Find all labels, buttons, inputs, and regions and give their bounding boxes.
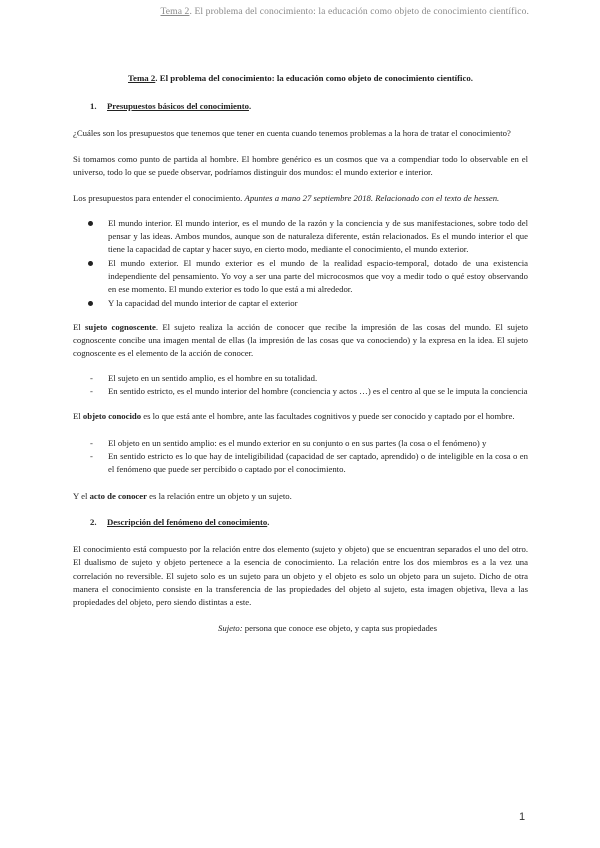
paragraph-objeto (73, 410, 528, 423)
presupuestos-text: Los presupuestos para entender el conocimiento. (73, 193, 245, 204)
document-body (73, 71, 528, 635)
section-1-period: . (248, 101, 252, 112)
section-2-title: Descripción del fenómeno del conocimiento (107, 516, 268, 527)
page-number: 1 (519, 811, 526, 823)
paragraph-descripcion: El conocimiento está compuesto por la relación entre dos elemento (sujeto y objeto) que se encuentran separados el uno del otro. El dualismo de sujeto y objeto pertenece a la esencia de conocimiento. La relación entre los dos miembros es a la vez una correlación no reversible. El sujeto solo es un sujeto para un objeto y el objeto es solo un objeto para un sujeto. Dicho de otra manera el conocimiento consiste en la transferencia de las propiedades del objeto al sujeto, esta imagen objetiva, lleva a las propiedades del objeto, pero siendo distintas a este. (73, 544, 528, 608)
paragraph-presupuestos (73, 192, 528, 205)
list-item-sujeto-estricto: - En sentido estricto, es el mundo interior del hombre (conciencia y actos …) es el centro al que se le imputa la conciencia (73, 385, 528, 398)
sujeto-pre: El (73, 321, 85, 332)
list-item-mundo-exterior: El mundo exterior. El mundo exterior es el mundo de la realidad espacio-temporal, dotado de una existencia independiente del pensamiento. Yo voy a ser una parte del microcosmos que voy a medir todo o qué estoy observando en ese momento. El mundo exterior es todo lo que está a mi alrededor. (73, 257, 528, 297)
sujeto-text: . El sujeto realiza la acción de conocer que recibe la impresión de las cosas del mundo. El sujeto cognoscente concibe una imagen mental de ellas (la impresión de las cosas que va conociendo) y la expresa en la idea. El sujeto cognoscente es el elemento de la acción de conocer. (73, 321, 528, 359)
list-item-sujeto-amplio: - El sujeto en un sentido amplio, es el hombre en su totalidad. (73, 372, 528, 385)
paragraph-sujeto (73, 321, 528, 361)
objeto-term: objeto conocido (82, 411, 142, 422)
section-1-title: Presupuestos básicos del conocimiento (107, 101, 249, 112)
sujeto-term: sujeto cognoscente (85, 321, 156, 332)
section-2-number: 2. (90, 516, 97, 527)
sujeto-definition-text: persona que conoce ese objeto, y capta sus propiedades (242, 622, 438, 633)
objeto-list (73, 437, 528, 477)
sujeto-definition (73, 622, 528, 635)
list-item-capacidad: Y la capacidad del mundo interior de captar el exterior (73, 297, 528, 310)
acto-pre: Y el (73, 490, 90, 501)
header-tema-label: Tema 2 (160, 6, 190, 17)
list-item-objeto-estricto: - En sentido estricto es lo que hay de inteligibilidad (capacidad de ser captado, aprendido) o de inteligible en la cosa o en el fenómeno que puede ser percibido o captado por el conocimiento. (73, 450, 528, 477)
acto-text: es la relación entre un objeto y un sujeto. (147, 490, 292, 501)
sujeto-definition-label: Sujeto: (218, 622, 243, 633)
acto-term: acto de conocer (89, 490, 147, 501)
title-text: . El problema del conocimiento: la educación como objeto de conocimiento científico. (155, 73, 473, 83)
title-tema-label: Tema 2 (128, 73, 156, 83)
objeto-pre: El (73, 411, 83, 422)
list-item-mundo-interior: El mundo interior. El mundo interior, es el mundo de la razón y la conciencia y de sus manifestaciones, sobre todo del pensar y las ideas. Ambos mundos, aunque son de naturaleza diferente, están relacionados. Es el mundo interior el que tiene la capacidad de captar y hacer suyo, en cierto modo, mediante el conocimiento, el mundo exterior. (73, 217, 528, 257)
sujeto-list (73, 372, 528, 399)
document-title (73, 72, 528, 85)
section-2-heading (90, 516, 528, 529)
paragraph-acto (73, 490, 528, 503)
list-item-objeto-amplio: - El objeto en un sentido amplio: es el mundo exterior en su conjunto o en sus partes (la cosa o el fenómeno) y (73, 437, 528, 450)
paragraph-question: ¿Cuáles son los presupuestos que tenemos que tener en cuenta cuando tenemos problemas a la hora de tratar el conocimiento? (73, 127, 511, 138)
section-2-period: . (267, 516, 270, 527)
header-title-text: . El problema del conocimiento: la educación como objeto de conocimiento científico. (189, 6, 529, 17)
running-header (160, 6, 529, 17)
presupuestos-note: Apuntes a mano 27 septiembre 2018. Relacionado con el texto de hessen. (244, 193, 500, 204)
section-1-number: 1. (90, 101, 97, 112)
section-1-heading (90, 100, 528, 113)
mundos-list (73, 217, 528, 310)
paragraph-hombre: Si tomamos como punto de partida al hombre. El hombre genérico es un cosmos que va a compendiar todo lo observable en el universo, todo lo que se puede observar, podríamos distinguir dos mundos: el mundo exterior e interior. (73, 153, 528, 178)
objeto-text: es lo que está ante el hombre, ante las facultades cognitivos y puede ser conocido y captado por el hombre. (141, 411, 515, 422)
